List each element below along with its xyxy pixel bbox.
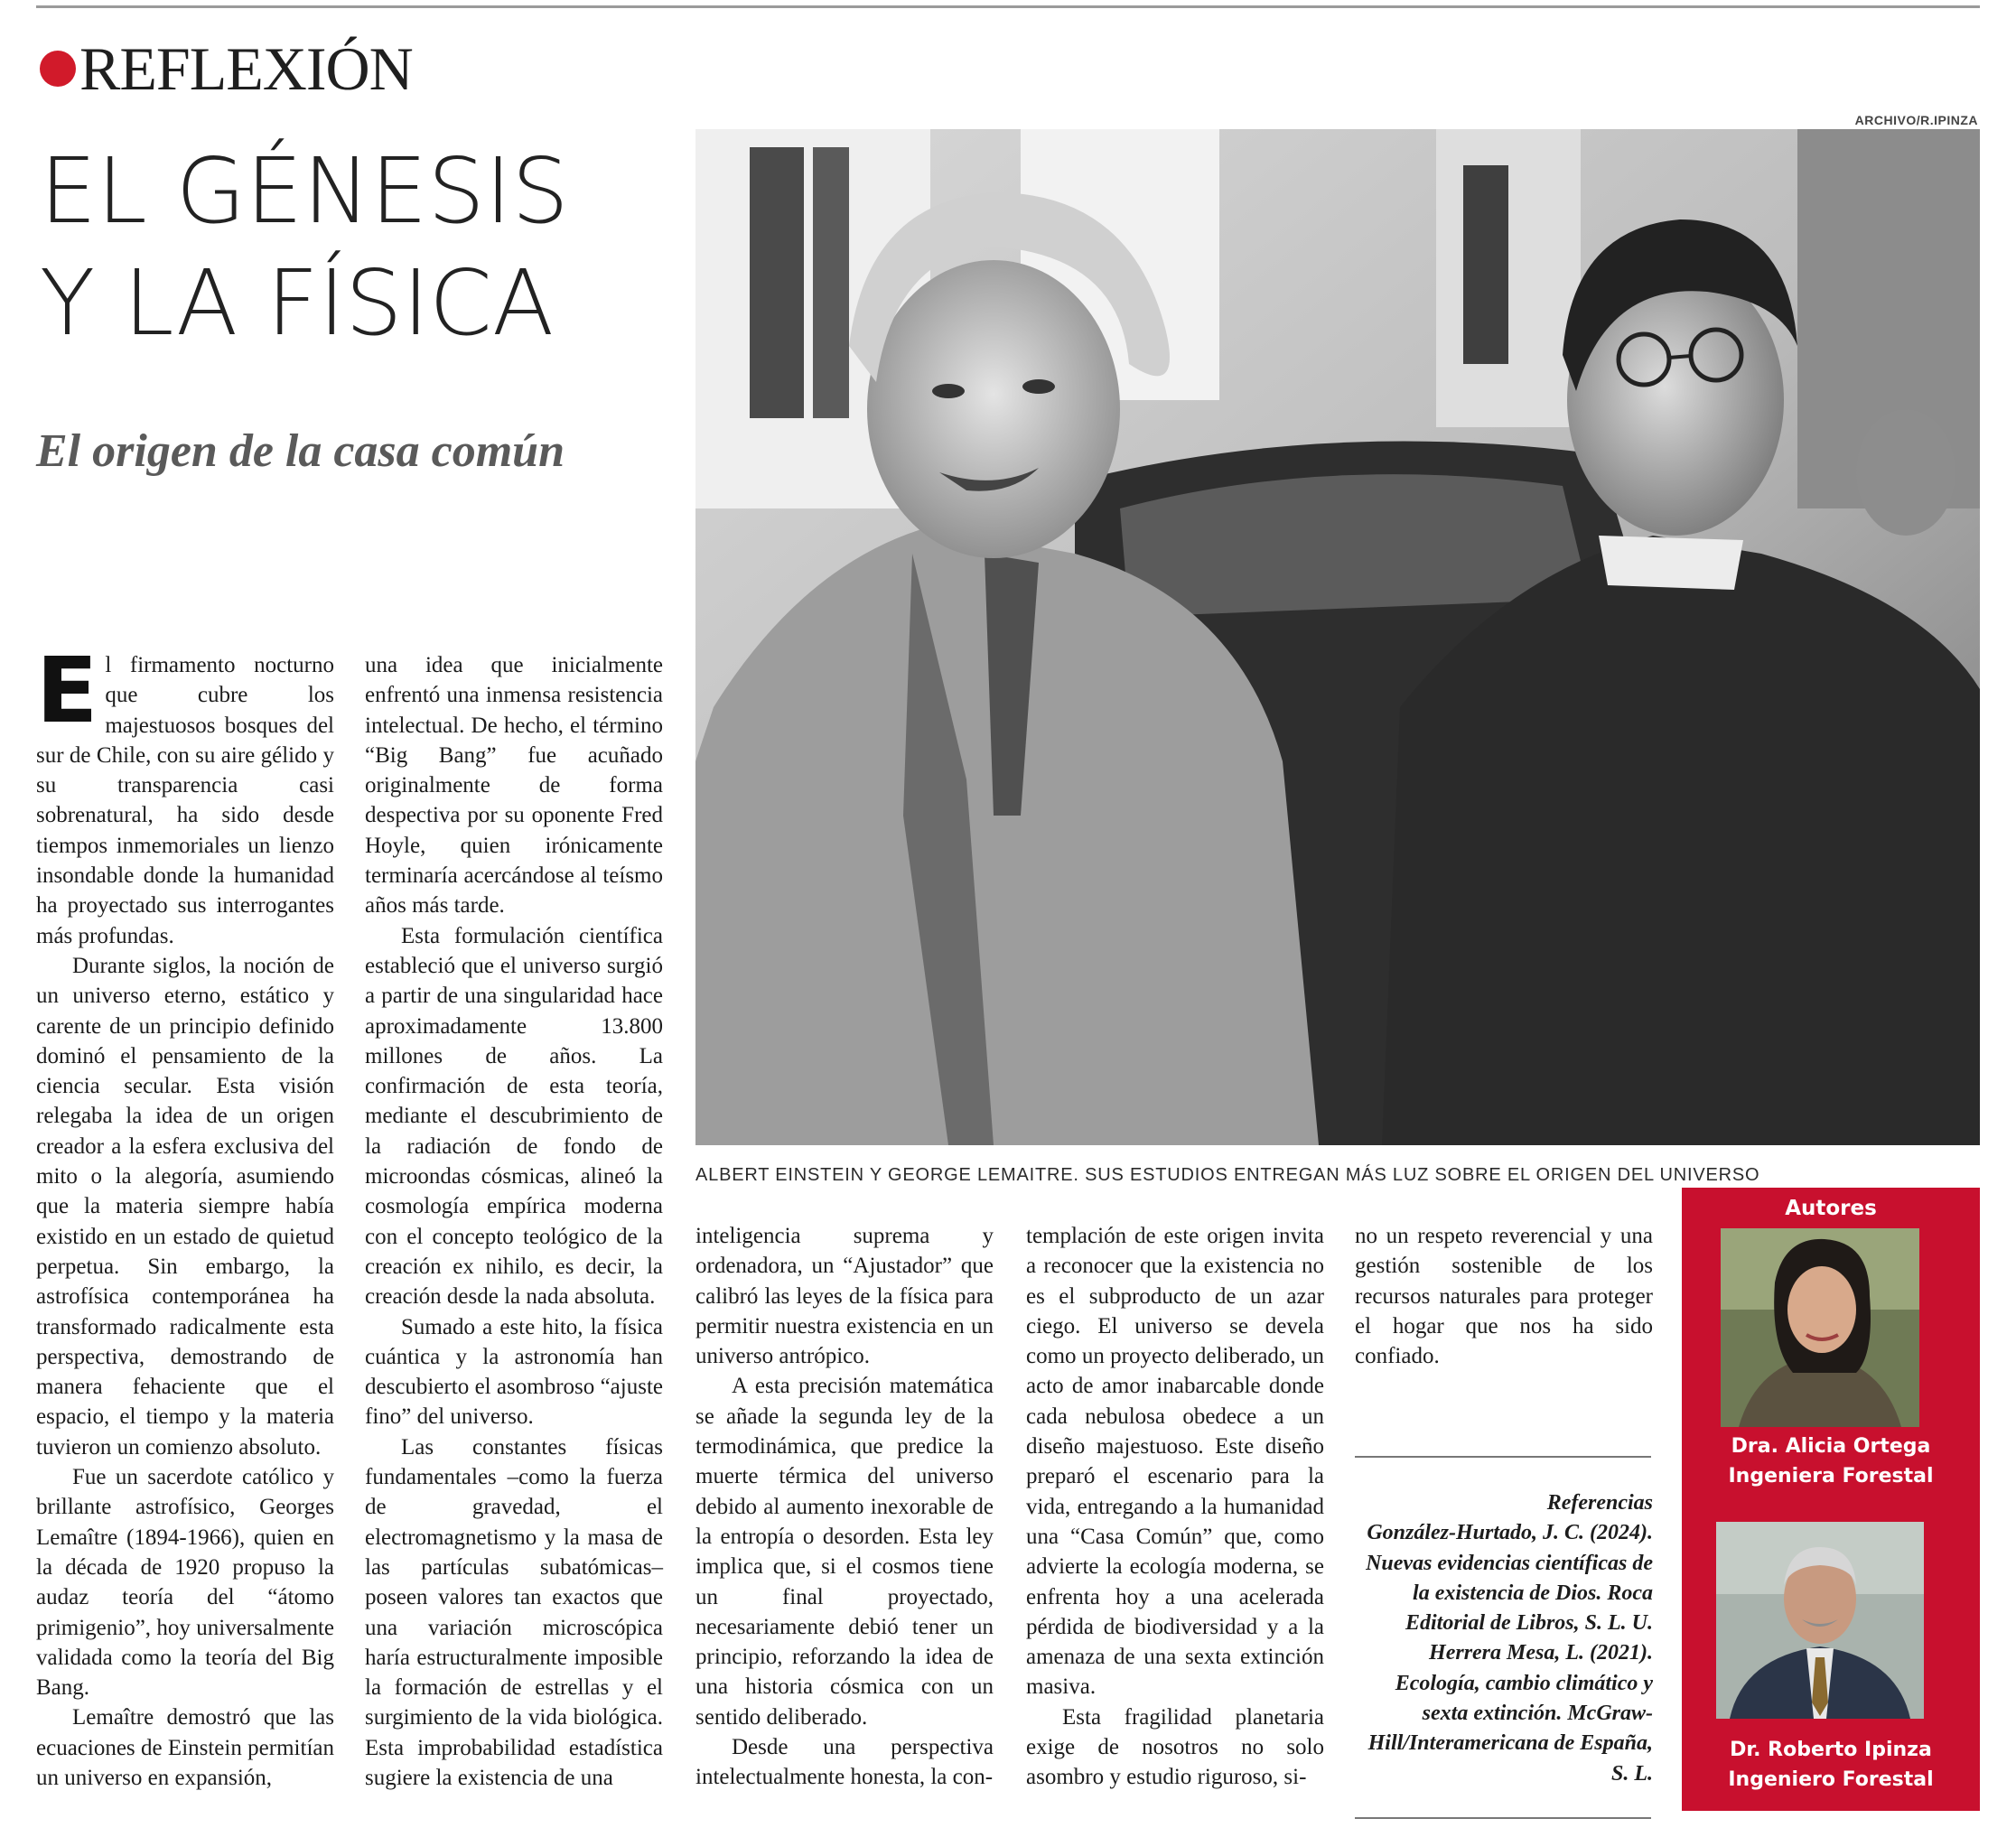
author-name: Dra. Alicia Ortega (1731, 1435, 1931, 1458)
author-1-caption (1682, 1432, 1980, 1491)
author-name: Dr. Roberto Ipinza (1730, 1739, 1932, 1761)
article-paragraph-11: Desde una perspectiva intelectualmente honesta, la con- (695, 1735, 994, 1790)
references (1355, 1488, 1653, 1789)
references-divider-top (1355, 1456, 1651, 1458)
author-2-caption (1682, 1735, 1980, 1795)
article-paragraph-9: inteligencia suprema y ordenadora, un “Ajustador” que calibró las leyes de la física para permitir nuestra existencia en un universo antrópico. (695, 1224, 994, 1369)
article-paragraph-3: Fue un sacerdote católico y brillante astrofísico, Georges Lemaître (1894-1966), quien en la década de 1920 propuso la audaz teoría del “átomo primigenio”, hoy universalmente validada como la teoría del Big Bang. (36, 1465, 334, 1701)
references-title: Referencias (1546, 1491, 1653, 1515)
article-paragraph-10: A esta precisión matemática se añade la segunda ley de la termodinámica, que predice la muerte térmica del universo debido al aumento inexorable de la entropía o desorden. Esta ley implica que, si el cosmos tiene un final proyectado, necesariamente debió tener un principio, reforzando la idea de una historia cósmica con un sentido deliberado. (695, 1374, 994, 1730)
article-paragraph-12: templación de este origen invita a reconocer que la existencia no es el subproducto de un azar ciego. El universo se devela como un proyecto deliberado, un acto de amor inabarcable donde cada nebulosa obedece a un diseño majestuoso. Este diseño preparó el escenario para la vida, entregando a la humanidad una “Casa Común” que, como advierte la ecología moderna, se enfrenta hoy a una acelerada pérdida de biodiversidad y a la amenaza de una sexta extinción masiva. (1026, 1224, 1324, 1700)
bullet-dot-icon (40, 51, 76, 87)
article-column-3 (695, 1221, 994, 1793)
article-column-2 (365, 650, 663, 1793)
article-paragraph-4: Lemaître demostró que las ecuaciones de Einstein permitían un universo en expansión, (36, 1705, 334, 1790)
headline-line-1: EL GÉNESIS (40, 138, 569, 244)
section-label: REFLEXIÓN (79, 34, 413, 103)
main-photo-image (695, 129, 1980, 1145)
main-photo (695, 129, 1980, 1145)
article-paragraph-2: Durante siglos, la noción de un universo eterno, estático y carente de un principio definido dominó el pensamiento de la ciencia secular. Esta visión relegaba la idea de un origen creador a la esfera exclusiva del mito o la alegoría, asumiendo que la materia siempre había existido en un estado de quietud perpetua. Sin embargo, la astrofísica contemporánea ha transformado radicalmente esta perspectiva, demostrando de manera fehaciente que el espacio, el tiempo y la materia tuvieron un comienzo absoluto. (36, 953, 334, 1460)
article-paragraph-7: Sumado a este hito, la física cuántica y la astronomía han descubierto el asombroso “ajuste fino” del universo. (365, 1314, 663, 1430)
authors-title: Autores (1785, 1197, 1877, 1220)
author-avatar (1716, 1522, 1924, 1719)
article-paragraph-13: Esta fragilidad planetaria exige de nosotros no solo asombro y estudio riguroso, si- (1026, 1704, 1324, 1790)
article-paragraph-1-text: l firmamento nocturno que cubre los majestuosos bosques del sur de Chile, con su aire gélido y su transparencia casi sobrenatural, ha sido desde tiempos inmemoriales un lienzo insondable donde la humanidad ha proyectado sus interrogantes más profundas. (36, 653, 334, 948)
article-column-4 (1026, 1221, 1324, 1793)
article-paragraph-8: Las constantes físicas fundamentales –como la fuerza de gravedad, el electromagnetismo y la masa de las partículas subatómicas– poseen valores tan exactos que una variación microscópica haría estructuralmente imposible la formación de estrellas y el surgimiento de la vida biológica. Esta improbabilidad estadística sugiere la existencia de una (365, 1434, 663, 1790)
author-photo-roberto-ipinza (1716, 1522, 1924, 1719)
reference-item: Herrera Mesa, L. (2021). Ecología, cambio climático y sexta extinción. McGraw-Hill/Interamericana de España, S. L. (1367, 1641, 1653, 1786)
author-photo-alicia-ortega (1721, 1228, 1919, 1427)
headline-line-2: Y LA FÍSICA (40, 250, 555, 356)
article-column-5 (1355, 1221, 1653, 1371)
author-role: Ingeniero Forestal (1728, 1768, 1934, 1791)
section-tag (40, 34, 413, 103)
author-avatar (1721, 1228, 1919, 1427)
headline (40, 135, 672, 359)
authors-box (1682, 1188, 1980, 1811)
article-paragraph-14: no un respeto reverencial y una gestión sostenible de los recursos naturales para proteger el hogar que nos ha sido confiado. (1355, 1224, 1653, 1369)
drop-cap: E (36, 638, 98, 743)
photo-credit: ARCHIVO/R.IPINZA (1854, 113, 1978, 127)
top-rule (36, 5, 1980, 8)
photo-caption: ALBERT EINSTEIN Y GEORGE LEMAITRE. SUS ESTUDIOS ENTREGAN MÁS LUZ SOBRE EL ORIGEN DEL UNIVERSO (695, 1165, 1760, 1185)
reference-item: González-Hurtado, J. C. (2024). Nuevas evidencias científicas de la existencia de Dios. Roca Editorial de Libros, S. L. U. (1366, 1521, 1653, 1636)
article-column-1 (36, 638, 334, 1793)
references-divider-bottom (1355, 1817, 1651, 1819)
article-paragraph-6: Esta formulación científica estableció que el universo surgió a partir de una singularidad hace aproximadamente 13.800 millones de años. La confirmación de esta teoría, mediante el descubrimiento de la radiación de fondo de microondas cósmicas, alineó la cosmología empírica moderna con el concepto teológico de la creación ex nihilo, es decir, la creación desde la nada absoluta. (365, 923, 663, 1310)
author-role: Ingeniera Forestal (1728, 1465, 1934, 1488)
subtitle: El origen de la casa común (36, 425, 565, 477)
article-paragraph-1 (36, 638, 334, 951)
article-paragraph-5: una idea que inicialmente enfrentó una inmensa resistencia intelectual. De hecho, el término “Big Bang” fue acuñado originalmente de forma despectiva por su oponente Fred Hoyle, quien irónicamente terminaría acercándose al teísmo años más tarde. (365, 653, 663, 919)
